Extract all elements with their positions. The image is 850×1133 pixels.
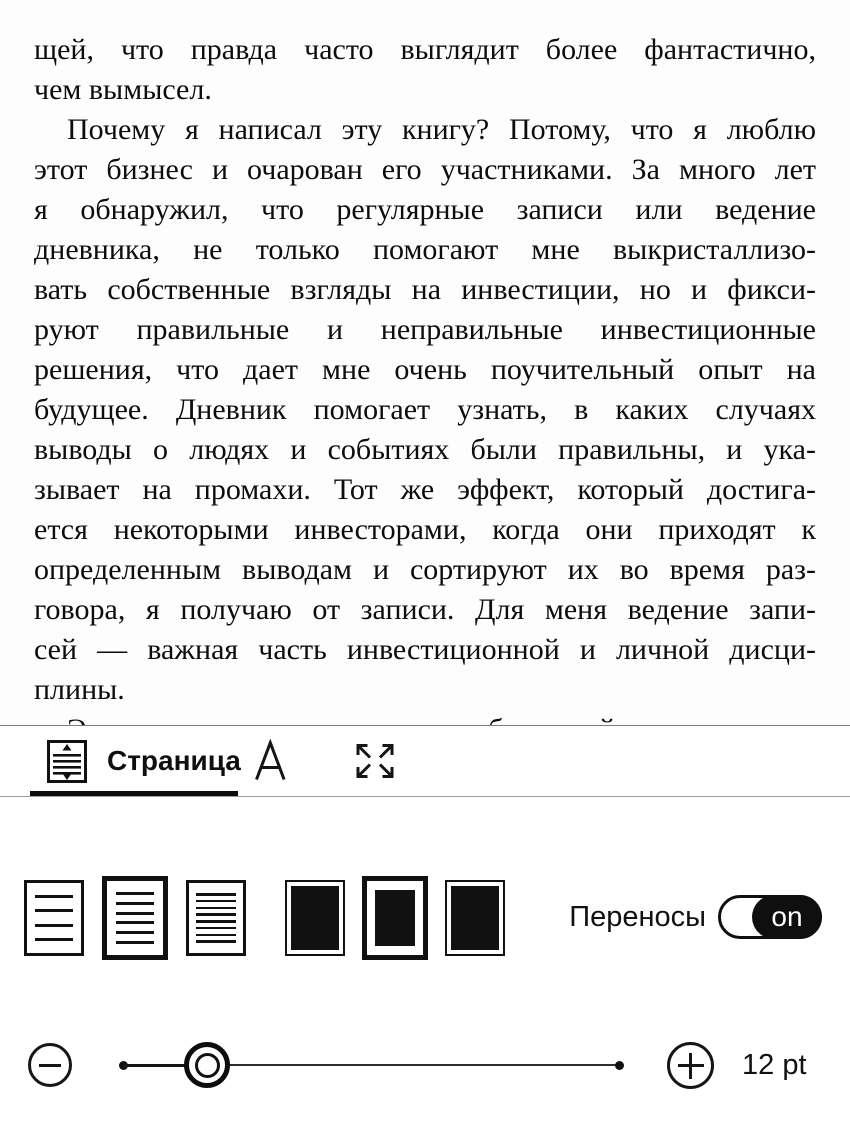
increase-font-button[interactable] [667, 1042, 714, 1089]
margin-option-medium[interactable] [362, 876, 428, 960]
margin-options [285, 874, 505, 962]
tab-fullscreen[interactable] [352, 742, 398, 780]
toggle-knob: on [752, 895, 822, 939]
active-tab-underline [30, 791, 238, 796]
line-spacing-options [24, 874, 246, 962]
book-text-line: вать собственные взгляды на инвестиции, но и фикси- [34, 273, 816, 306]
font-size-value: 12 pt [742, 1049, 807, 1081]
line-spacing-page-icon [47, 740, 87, 783]
tab-page-label: Страница [107, 745, 241, 776]
book-text-line: определенным выводам и сортируют их во время раз- [34, 553, 816, 586]
book-text-line: я обнаружил, что регулярные записи или ведение [34, 193, 816, 226]
decrease-font-button[interactable] [28, 1043, 72, 1087]
book-text-line: Почему я написал эту книгу? Потому, что я люблю [67, 113, 816, 146]
hyphenation-label: Переносы [569, 900, 706, 933]
book-text-line: ется некоторыми инвесторами, когда они приходят к [34, 513, 816, 546]
line-spacing-option-medium[interactable] [102, 876, 168, 960]
book-text-line: щей, что правда часто выглядит более фантастично, [34, 33, 816, 66]
tab-font[interactable] [254, 741, 288, 781]
book-text-line: сей — важная часть инвестиционной и личной дисци- [34, 633, 816, 666]
font-size-slider-handle[interactable] [184, 1042, 230, 1088]
book-text-line: этот бизнес и очарован его участниками. За много лет [34, 153, 816, 186]
book-text-line: выводы о людях и событиях были правильны, и ука- [34, 433, 816, 466]
book-text-line: чем вымысел. [34, 73, 212, 106]
margin-option-small[interactable] [285, 880, 345, 956]
slider-end-dot [615, 1061, 624, 1070]
hyphenation-setting [569, 895, 822, 939]
fullscreen-arrows-icon [352, 742, 398, 780]
book-text-line: решения, что дает мне очень поучительный опыт на [34, 353, 816, 386]
book-text-line: говора, я получаю от записи. Для меня ведение запи- [34, 593, 816, 626]
slider-track[interactable] [207, 1064, 620, 1066]
book-text-line: дневника, не только помогают мне выкристаллизо- [34, 233, 816, 266]
book-page-text [34, 30, 816, 725]
slider-handle-inner-ring [195, 1053, 220, 1078]
reading-settings-panel [0, 725, 850, 1133]
book-text-line: плины. [34, 673, 125, 706]
minus-icon [39, 1064, 61, 1067]
line-spacing-option-loose[interactable] [24, 880, 84, 956]
tab-page[interactable] [47, 739, 241, 783]
book-text-line: зывает на промахи. Тот же эффект, который достига- [34, 473, 816, 506]
line-spacing-option-dense[interactable] [186, 880, 246, 956]
book-text-line: руют правильные и неправильные инвестиционные [34, 313, 816, 346]
font-size-slider-row [0, 1042, 850, 1089]
settings-tab-bar [0, 726, 850, 797]
book-text-line: будущее. Дневник помогает узнать, в каких случаях [34, 393, 816, 426]
font-a-icon [254, 741, 288, 781]
hyphenation-toggle[interactable] [718, 895, 822, 939]
margin-option-large[interactable] [445, 880, 505, 956]
